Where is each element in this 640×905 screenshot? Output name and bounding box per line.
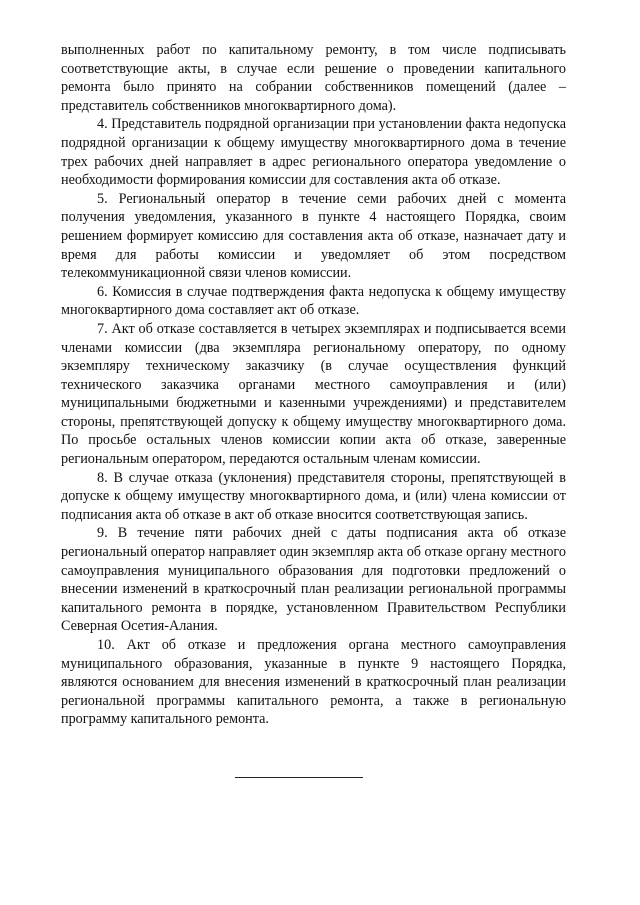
paragraph-item-9: 9. В течение пяти рабочих дней с даты подписания акта об отказе региональный оператор направляет один экземпляр акта об отказе органу местного самоуправления муниципального образования для подготовки предложений о внесении изменений в краткосрочный план реализации региональной программы капитального ремонта в порядке, установленном Правительством Республики Северная Осетия-Алания. [61, 525, 566, 635]
paragraph-item-7: 7. Акт об отказе составляется в четырех экземплярах и подписывается всеми членами комиссии (два экземпляра региональному оператору, по одному экземпляру техническому заказчику (в случае осуществления функций технического заказчика органами местного самоуправления и (или) муниципальными бюджетными и казенными учреждениями) и представителем стороны, препятствующей допуску к общему имуществу многоквартирного дома. По просьбе остальных членов комиссии копии акта об отказе, заверенные региональным оператором, передаются остальным членам комиссии. [61, 320, 566, 468]
end-of-document-rule [235, 777, 363, 778]
paragraph-item-5: 5. Региональный оператор в течение семи рабочих дней с момента получения уведомления, указанного в пункте 4 настоящего Порядка, своим решением формирует комиссию для составления акта об отказе, назначает дату и время для работы комиссии и уведомляет об этом посредством телекоммуникационной связи членов комиссии. [61, 190, 566, 282]
paragraph-continuation: выполненных работ по капитальному ремонту, в том числе подписывать соответствующие акты, в случае если решение о проведении капитального ремонта было принято на собрании собственников помещений (далее – представитель собственников многоквартирного дома). [61, 42, 566, 114]
document-body [61, 41, 566, 729]
paragraph-item-8: 8. В случае отказа (уклонения) представителя стороны, препятствующей в допуске к общему имуществу многоквартирного дома, и (или) члена комиссии от подписания акта об отказе в акт об отказе вносится соответствующая запись. [61, 469, 566, 523]
paragraph-item-6: 6. Комиссия в случае подтверждения факта недопуска к общему имуществу многоквартирного дома составляет акт об отказе. [61, 283, 566, 319]
paragraph-item-4: 4. Представитель подрядной организации при установлении факта недопуска подрядной организации к общему имуществу многоквартирного дома в течение трех рабочих дней направляет в адрес регионального оператора уведомление о необходимости формирования комиссии для составления акта об отказе. [61, 116, 566, 189]
paragraph-item-10: 10. Акт об отказе и предложения органа местного самоуправления муниципального образования, указанные в пункте 9 настоящего Порядка, являются основанием для внесения изменений в краткосрочный план реализации региональной программы капитального ремонта, а также в региональную программу капитального ремонта. [61, 637, 566, 728]
